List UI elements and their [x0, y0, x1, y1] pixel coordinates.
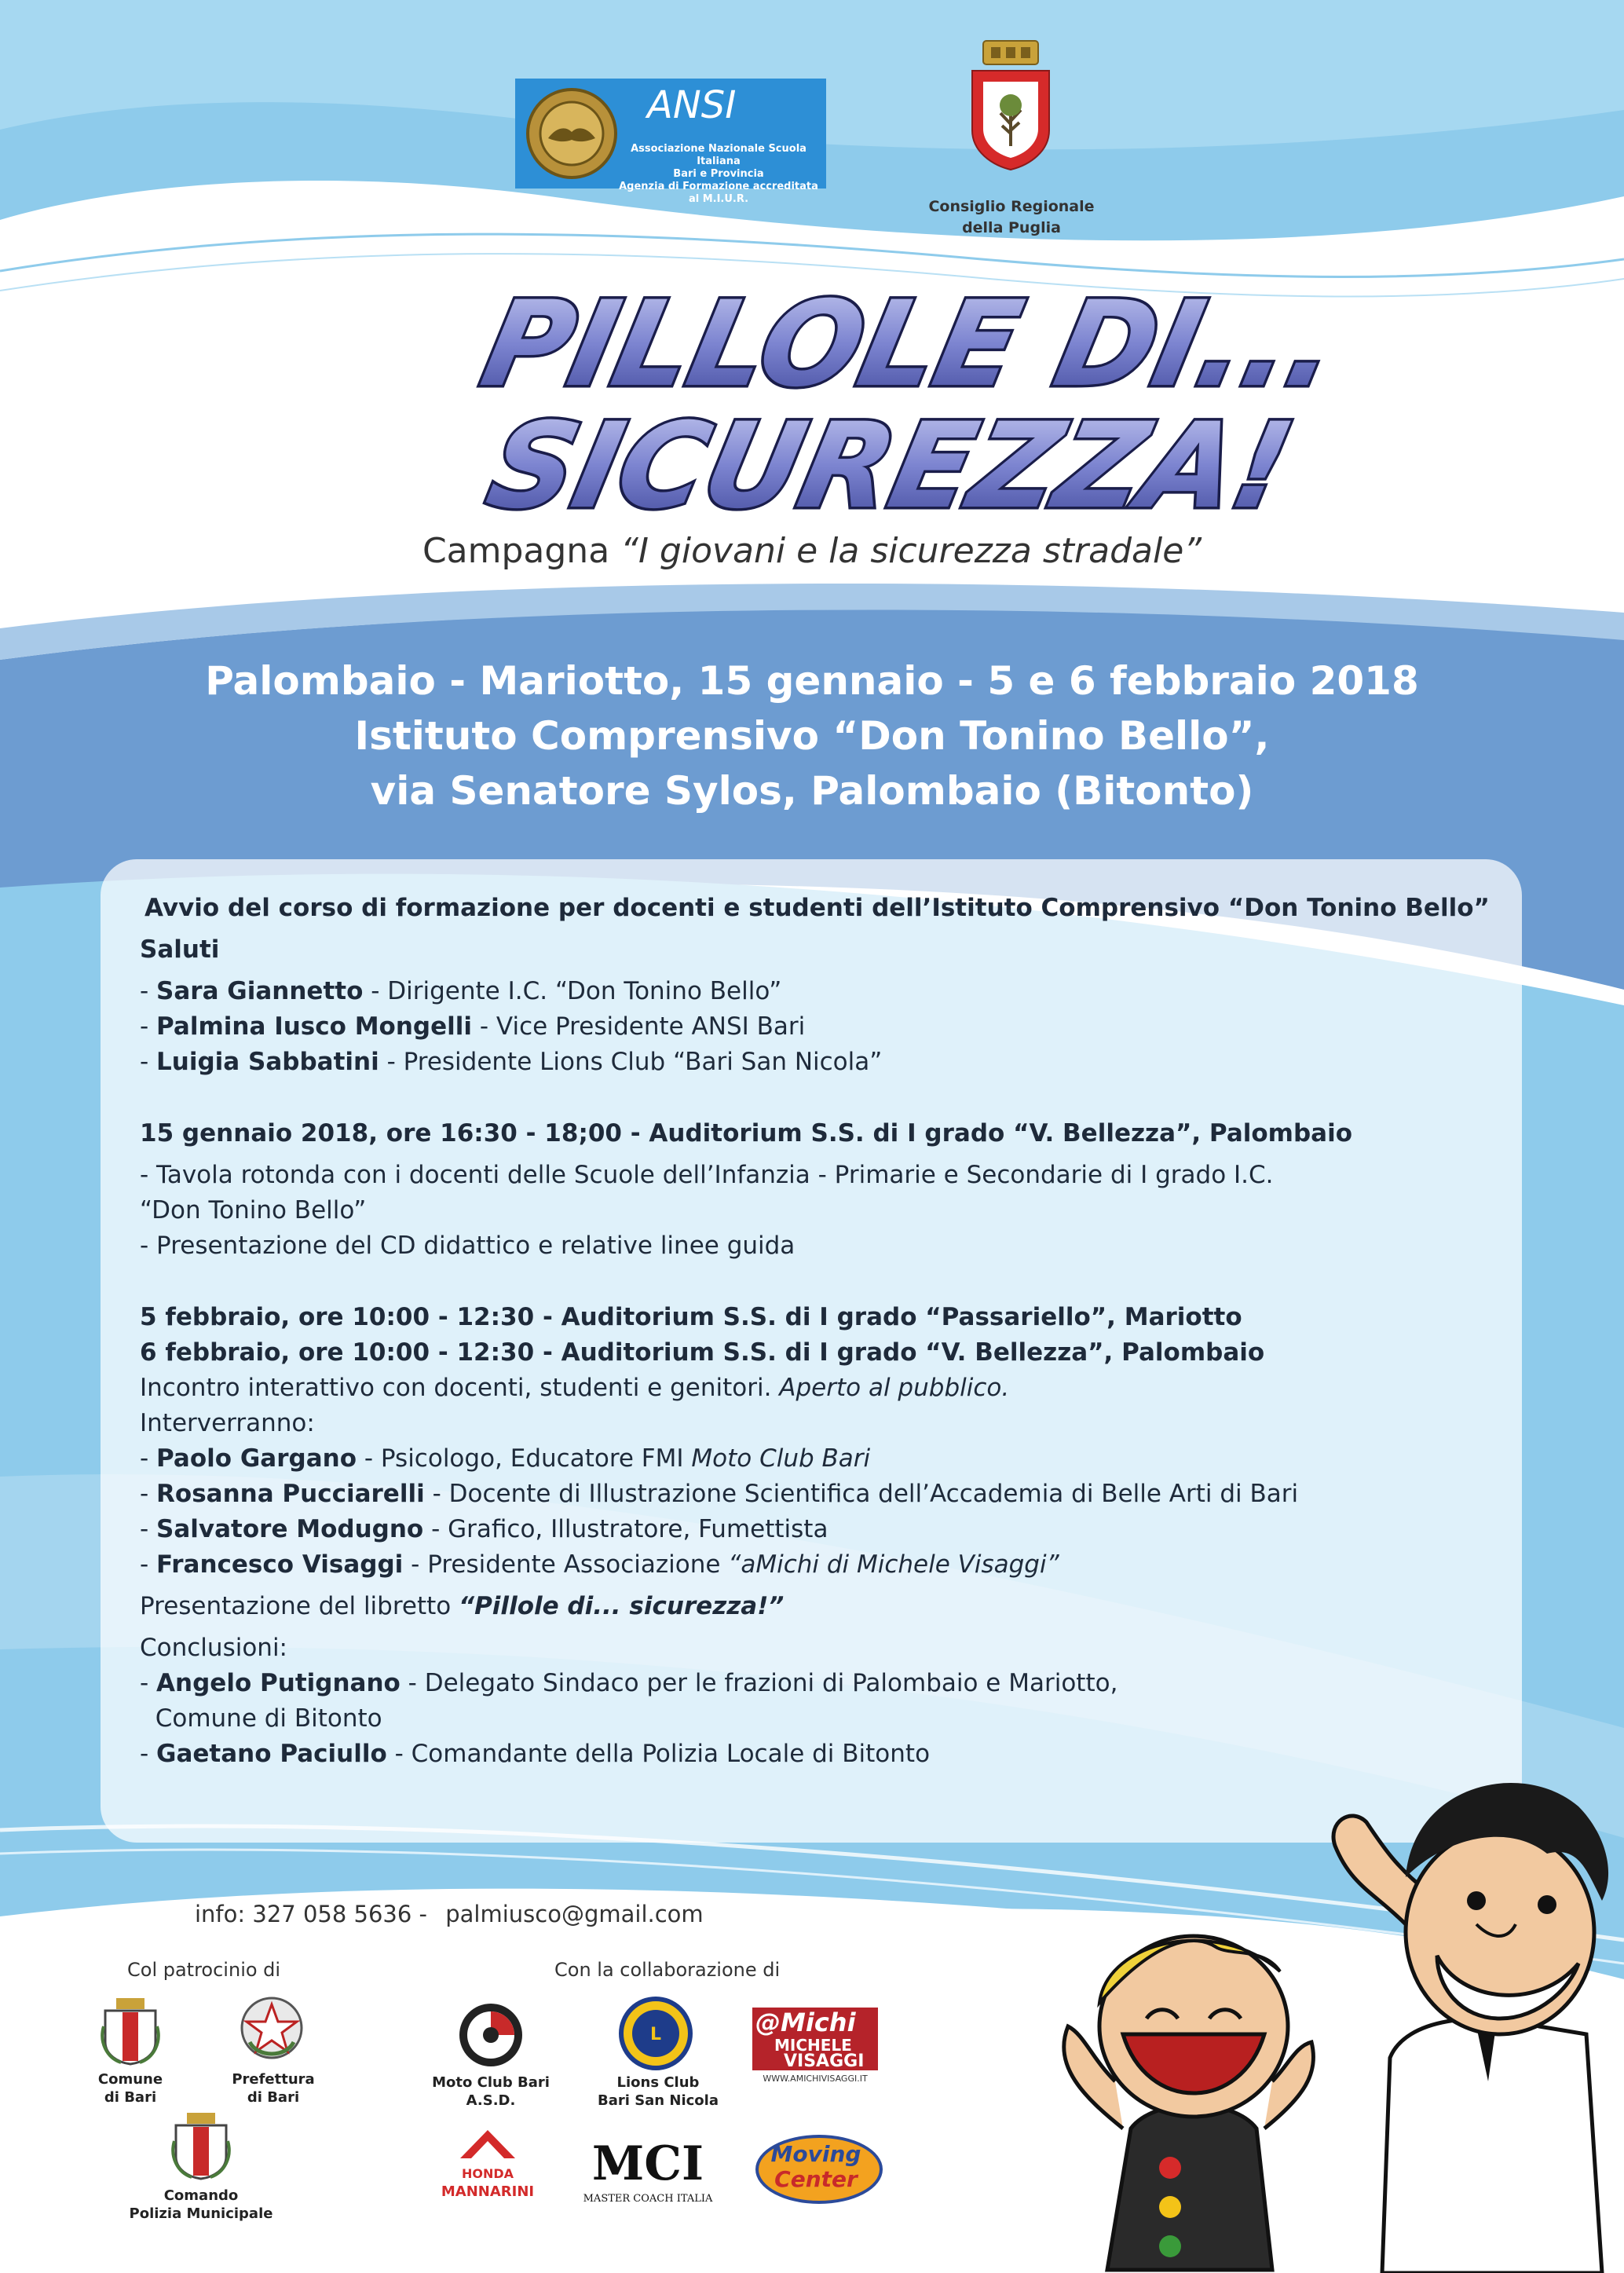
- moto-club-icon: [457, 2001, 525, 2069]
- interverranno-title: Interverranno:: [140, 1409, 315, 1437]
- session1-line: - Tavola rotonda con i docenti delle Scuole dell’Infanzia - Primarie e Secondarie di I grado I.C.: [140, 1161, 1274, 1189]
- event-dates: Palombaio - Mariotto, 15 gennaio - 5 e 6 febbraio 2018: [205, 658, 1419, 704]
- city-crest-icon: [99, 1995, 162, 2066]
- program-text: [140, 891, 1522, 1772]
- cartoon-characters: [1037, 1689, 1624, 2273]
- session2-desc: Incontro interattivo con docenti, studenti e genitori. Aperto al pubblico.: [140, 1374, 1010, 1402]
- conclusioni-item: - Angelo Putignano - Delegato Sindaco per le frazioni di Palombaio e Mariotto,: [140, 1669, 1118, 1697]
- info-phone: info: 327 058 5636 -: [195, 1901, 428, 1927]
- session1-line: “Don Tonino Bello”: [140, 1196, 367, 1224]
- campaign-subtitle: Campagna “I giovani e la sicurezza stradale”: [422, 531, 1202, 571]
- ansi-seal-icon: [525, 86, 619, 181]
- collaboration-label: Con la collaborazione di: [554, 1959, 781, 1981]
- svg-text:L: L: [649, 2025, 662, 2044]
- patronage-label: Col patrocinio di: [127, 1959, 281, 1981]
- title-line-1: PILLOLE DI...: [471, 275, 1350, 413]
- conclusioni-item: - Gaetano Paciullo - Comandante della Polizia Locale di Bitonto: [140, 1740, 931, 1768]
- speaker-item: - Paolo Gargano - Psicologo, Educatore FMI Moto Club Bari: [140, 1444, 871, 1473]
- info-email[interactable]: palmiusco@gmail.com: [445, 1901, 704, 1927]
- contact-info: [195, 1901, 715, 1927]
- patron-caption: Comando Polizia Municipale: [129, 2187, 273, 2222]
- mci-logo: MCI MASTER COACH ITALIA: [583, 2136, 713, 2205]
- conclusioni-item: Comune di Bitonto: [140, 1704, 382, 1733]
- saluti-item: - Palmina Iusco Mongelli - Vice Presidente ANSI Bari: [140, 1012, 806, 1041]
- event-school: Istituto Comprensivo “Don Tonino Bello”,: [354, 713, 1270, 759]
- session2-title-a: 5 febbraio, ore 10:00 - 12:30 - Auditorium S.S. di I grado “Passariello”, Mariotto: [140, 1303, 1242, 1331]
- amichi-logo: @Michi MICHELE VISAGGI WWW.AMICHIVISAGGI.IT: [752, 2008, 878, 2089]
- ansi-logo: [515, 79, 826, 205]
- moving-center-logo: Moving Center: [751, 2128, 881, 2204]
- booklet-line: Presentazione del libretto “Pillole di... sicurezza!”: [140, 1592, 785, 1620]
- session1-line: - Presentazione del CD didattico e relative linee guida: [140, 1232, 796, 1260]
- pillole-title-art: [455, 267, 1350, 535]
- patron-caption: Prefettura di Bari: [232, 2071, 315, 2106]
- italian-emblem-icon: [239, 1995, 305, 2063]
- event-address: via Senatore Sylos, Palombaio (Bitonto): [370, 768, 1254, 814]
- speaker-item: - Salvatore Modugno - Grafico, Illustratore, Fumettista: [140, 1515, 828, 1543]
- speaker-item: - Francesco Visaggi - Presidente Associazione “aMichi di Michele Visaggi”: [140, 1550, 1059, 1579]
- police-crest-icon: [170, 2110, 232, 2180]
- kid-character: [1064, 1936, 1314, 2270]
- title-line-2: SICUREZZA!: [477, 397, 1304, 535]
- session1-title: 15 gennaio 2018, ore 16:30 - 18;00 - Auditorium S.S. di I grado “V. Bellezza”, Palombaio: [140, 1119, 1352, 1147]
- patron-caption: Comune di Bari: [97, 2071, 163, 2106]
- ansi-subtitle: Associazione Nazionale Scuola Italiana Bari e Provincia Agenzia di Formazione accreditata al M.I.U.R.: [619, 143, 818, 205]
- collab-caption: Lions Club Bari San Nicola: [598, 2074, 719, 2109]
- saluti-item: - Luigia Sabbatini - Presidente Lions Club “Bari San Nicola”: [140, 1048, 883, 1076]
- speaker-item: - Rosanna Pucciarelli - Docente di Illustrazione Scientifica dell’Accademia di Belle Arti di Bari: [140, 1480, 1299, 1508]
- collab-caption: Moto Club Bari A.S.D.: [432, 2074, 550, 2109]
- program-intro: Avvio del corso di formazione per docenti e studenti dell’Istituto Comprensivo “Don Tonino Bello”: [144, 894, 1490, 922]
- ansi-name: ANSI: [647, 83, 737, 127]
- conclusioni-title: Conclusioni:: [140, 1634, 287, 1662]
- event-details: [0, 653, 1624, 818]
- puglia-crest-icon: [967, 36, 1054, 171]
- saluti-title: Saluti: [140, 935, 220, 964]
- session2-title-b: 6 febbraio, ore 10:00 - 12:30 - Auditorium S.S. di I grado “V. Bellezza”, Palombaio: [140, 1338, 1265, 1367]
- honda-logo: HONDA MANNARINI: [429, 2127, 547, 2202]
- lions-club-icon: [619, 1997, 693, 2070]
- saluti-item: - Sara Giannetto - Dirigente I.C. “Don Tonino Bello”: [140, 977, 782, 1005]
- adult-character: [1333, 1783, 1608, 2273]
- region-label: Consiglio Regionale della Puglia: [928, 198, 1095, 236]
